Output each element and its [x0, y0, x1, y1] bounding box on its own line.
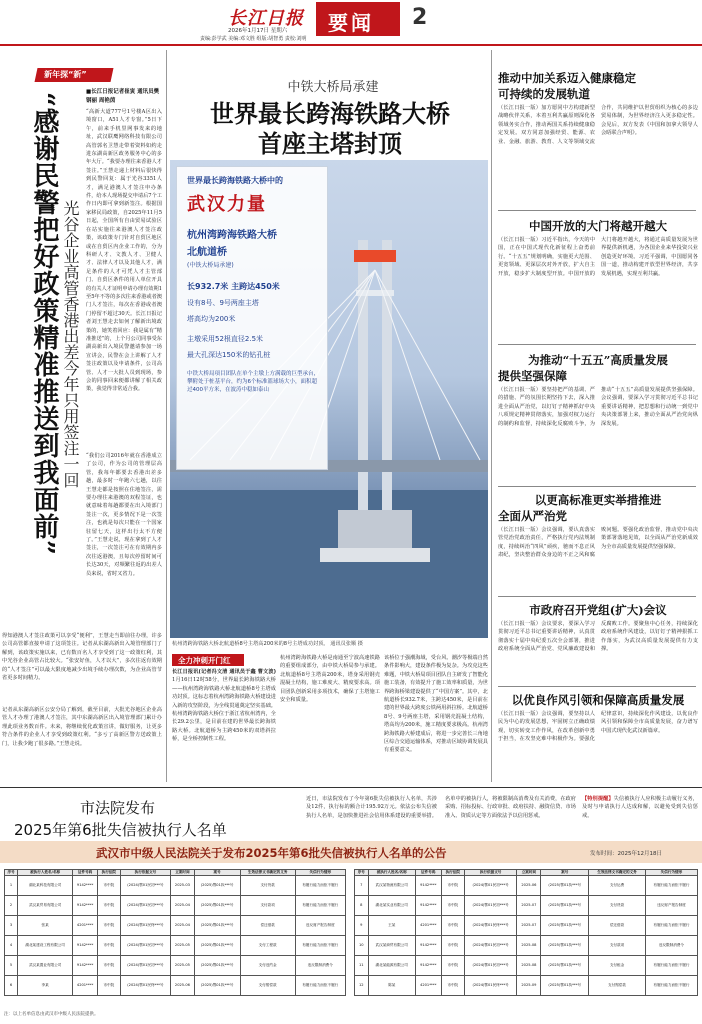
table-cell: 9	[355, 916, 369, 936]
table-cell: (2025)鄂01执***号	[194, 956, 240, 976]
table-cell: 市中院	[441, 896, 464, 916]
table-header-cell: 证件号码	[73, 870, 98, 876]
table-cell: 湖北某能源有限公司	[368, 956, 415, 976]
table-header-cell: 序号	[5, 870, 18, 876]
table-title: 武汉市中级人民法院关于发布2025年第6批失信被执行人名单的公告	[96, 846, 447, 860]
feature-title-1: 世界最长跨海铁路大桥	[210, 99, 450, 128]
table-row	[5, 916, 346, 936]
table-row	[5, 896, 346, 916]
blacklist-table-right	[354, 869, 698, 996]
feature-kicker: 中铁大桥局承建	[287, 80, 379, 95]
masthead-rule	[0, 44, 702, 46]
article-1-title-2: 可持续的发展轨道	[498, 87, 590, 101]
table-cell: 10	[355, 936, 369, 956]
table-cell: (2024)鄂01民初***号	[464, 876, 517, 896]
table-cell: (2025)鄂01执***号	[194, 936, 240, 956]
column-tag-text: 新年探“新”	[44, 70, 87, 79]
byline: ■长江日报记者崔寅 通讯员樊钢丽 周艳茵	[86, 89, 160, 104]
section-label: 要闻	[328, 11, 374, 35]
table-cell: 湖北某实业有限公司	[368, 896, 415, 916]
article-body-top: “高新大道777号1号楼A区出入境窗口，A51人才专窗。”5日下午，前来手机里网事发来的地址，武汉联鹰网络科技有限公司高管郭名卫慧走带着资料如约走进东湖高新区政务服务中心的多年大厅。“我要办理往来香港人才签注。”王慧走递上材料后很快得到民警回复：属于光谷3351人才，满足港澳人才签注申办条件，给本人现场提交申请后7个工作日内即可拿到新签注。根据国家移民局政策，自2025年11月5日起，全国所有自由贸易试验区在站实施往来港澳人才签注政策，该政策专门针对自贸区地区或在自贸区内企业工作的，分为科研人才、文教人才、卫健人才、法律人才以及其他人才，满足条件的人才可凭人才主管部门、自贸区条件的用人单位开具的有关人才证明申请办理有效期1至5年不等的多次往来香港或者澳门人才签注，每次在香港或者澳门停留不超过30天。长江日报记者刘王慧走去如何了解新出境政策的，她笑着回应：我是属有“精准推送”的，上个月公司同事受东湖高新出入境民警邀请参加一场宣讲会，民警在会上讲解了人才签注政策以及申请条件，公司高管、人才一大批人员到现场，参会的同事回来便都讲解了相关政策，我觉得非常适合我。	[86, 109, 162, 393]
table-cell: 武汉某贸易有限公司	[18, 896, 73, 916]
table-cell: 9142****	[415, 896, 441, 916]
table-cell: 2025-05	[171, 956, 194, 976]
column-divider-2	[491, 50, 492, 782]
table-header-cell: 执行依据文号	[464, 870, 517, 876]
section-badge	[316, 2, 400, 36]
table-header-cell: 执行法院	[441, 870, 464, 876]
table-cell: 8	[355, 896, 369, 916]
table-header-cell: 生效法律文书确定的义务	[589, 870, 646, 876]
table-cell: 偿还借款	[589, 916, 646, 936]
article-body-mid: “我们公司2016年就在香港成立了公司，作为公司的管理层高管，我每年都要去香港出差多趟，最多时一年跑六七趟，以往王慧走都是按照在住地签注，需要办理往来港澳的双程签证，也就意味着每趟都要在出入境部门签注一次，更多情况下是一次签注，也就是每次只能在一个国家驻留七天，这样出行太不方便了。”王慧走说，现在拿到了人才签注，一次签注可在有效期内多次往返港澳，且每次停留时间可长达30天，对频繁往返的出差人员来说，省时又省力。	[86, 453, 162, 577]
table-cell: (2025)鄂01执***号	[194, 976, 240, 996]
table-cell: (2024)鄂01民终***号	[120, 916, 171, 936]
table-cell: (2025)鄂01执***号	[541, 936, 589, 956]
article-1-body: （长江日报一版）加方愿同中方构建新型战略伙伴关系，本着互利共赢原则深化各领域务实合作，推动两国关系持续健康稳定发展。双方同意加强经贸、能源、农业、金融、旅游、教育、人文等领域交流合作，共同维护以世贸组织为核心的多边贸易体制，为世界经济注入更多稳定性。会见后，双方发表《中国和加拿大领导人会晤联合声明》。	[498, 105, 698, 145]
table-cell: 武汉某物流有限公司	[368, 876, 415, 896]
table-cell: 违反财产报告制度	[295, 916, 345, 936]
table-row	[355, 876, 698, 896]
rule-1	[498, 210, 696, 211]
table-cell: 2025-04	[171, 896, 194, 916]
article-body-low: 得知港澳人才签注政策可以享受“便利”，王慧走当即前往办理，许多公司高管都直接申请了这项签注。记者从东湖高新出入境管理部门了解到，该政策实施以来，已有数百名人才享受到了这一政策红利，其中光谷企业高管占比较大。“张安好鱼，人才以大”，多次往返有效期的“人才签注”可以最大限度地减少出境手续办理次数，为企业高管节省更多时间精力。	[2, 633, 162, 682]
table-cell: 7	[355, 876, 369, 896]
fact-1: 长932.7米 主跨达450米	[187, 282, 280, 291]
table-cell: (2025)鄂01执***号	[541, 896, 589, 916]
bottom-tips	[582, 795, 698, 837]
sprint-tag-text: 全力冲刺开门红	[178, 656, 231, 665]
newspaper-logo: 长江日报	[228, 8, 304, 29]
table-cell: 支付货款	[240, 876, 295, 896]
table-cell: 有履行能力而拒不履行	[645, 876, 697, 896]
fact-3: 塔高均为200米	[187, 315, 236, 323]
rule-2	[498, 344, 696, 345]
table-cell: 支付租金	[589, 956, 646, 976]
table-cell: 支付款项	[240, 896, 295, 916]
table-row	[5, 876, 346, 896]
table-cell: 支付工程款	[240, 936, 295, 956]
table-cell: 市中院	[98, 876, 120, 896]
table-header-cell: 序号	[355, 870, 369, 876]
table-row	[5, 976, 346, 996]
article-body-bottom: 记者从东湖高新区公安分局了解到，截至目前，大批光谷地区企业高管人才办理了港澳人才签注，其中东湖高新区出入境管理部门累计办理此项业务数百件。未来，将继续优化政策宣讲，做好服务，让更多符合条件的企业人才享受到政策红利。“多亏了高新区警方送政策上门，让我少跑了很多路。”王慧走说。	[2, 707, 162, 747]
table-cell: 陈某	[368, 976, 415, 996]
bottom-title-2: 2025年第6批失信被执行人名单	[14, 821, 227, 839]
table-cell: 违反限制消费令	[645, 936, 697, 956]
table-row	[355, 936, 698, 956]
table-cell: 支付赔偿款	[240, 976, 295, 996]
right-column	[494, 48, 700, 786]
rule-4	[498, 596, 696, 597]
blacklist-table-left	[4, 869, 346, 996]
table-cell: 有履行能力而拒不履行	[295, 896, 345, 916]
table-cell: (2024)鄂01民终***号	[464, 976, 517, 996]
table-cell: 支付款项	[589, 936, 646, 956]
feature-body-left	[172, 668, 276, 784]
table-cell: 2	[5, 896, 18, 916]
table-cell: (2024)鄂01民初***号	[120, 896, 171, 916]
fact-4: 主墩采用52根直径2.5米	[187, 335, 264, 343]
table-cell: 9142****	[73, 876, 98, 896]
table-cell: 有履行能力而拒不履行	[645, 916, 697, 936]
table-cell: 有履行能力而拒不履行	[295, 936, 345, 956]
fact-5: 最大孔深达150米的钻孔桩	[187, 351, 271, 359]
feature-title-2: 首座主塔封顶	[258, 129, 402, 158]
table-cell: (2024)鄂01民初***号	[120, 956, 171, 976]
table-footnote: 注：以上名单信息由武汉市中级人民法院提供。	[4, 1012, 99, 1017]
table-header-cell: 执行法院	[98, 870, 120, 876]
table-cell: 违反财产报告制度	[645, 896, 697, 916]
table-cell: (2024)鄂01民终***号	[120, 976, 171, 996]
table-cell: (2025)鄂01执***号	[194, 876, 240, 896]
table-cell: 支付赔偿款	[589, 976, 646, 996]
table-cell: 9142****	[415, 876, 441, 896]
article-5-title: 市政府召开党组(扩大)会议	[529, 603, 667, 617]
table-cell: 市中院	[98, 896, 120, 916]
table-cell: 4201****	[415, 976, 441, 996]
table-cell: 市中院	[98, 916, 120, 936]
table-cell: 市中院	[98, 956, 120, 976]
bottom-intro: 近日，市法院发布了今年第6批失信被执行人名单，共涉及12件，执行标的额合计195.92万元。依法公布失信被执行人名单，是加快推进社会信用体系建设的重要举措。名单中的被执行人，将被限制高消费及有关消费，在政府采购、招标投标、行政审批、政府扶持、融资信贷、市场准入、资质认定等方面依法予以信用惩戒。	[306, 796, 576, 819]
table-cell: 张某	[18, 916, 73, 936]
bottom-rule	[0, 787, 702, 788]
bottom-section	[0, 789, 702, 1024]
poster-title: 武汉力量	[187, 194, 267, 215]
table-cell: 9142****	[415, 936, 441, 956]
fact-2: 设有8号、9号两座主塔	[187, 299, 259, 307]
table-cell: 支付运费	[589, 876, 646, 896]
sprint-tag	[172, 654, 244, 666]
table-cell: 9142****	[73, 936, 98, 956]
table-cell: (2024)鄂01民初***号	[120, 876, 171, 896]
table-cell: 市中院	[441, 976, 464, 996]
table-row	[5, 956, 346, 976]
table-cell: 1	[5, 876, 18, 896]
table-cell: 6	[5, 976, 18, 996]
table-cell: 市中院	[98, 936, 120, 956]
table-cell: (2025)鄂01执***号	[541, 956, 589, 976]
table-cell: 违反限制消费令	[295, 956, 345, 976]
table-cell: (2025)鄂01执***号	[194, 916, 240, 936]
column-divider	[166, 50, 167, 782]
poster-note: 中铁大桥局项目团队在单个主墩上方满载的巨型承台，攀附处于桩基平台，约为6个标准篮球场大小，面积超过400平方米，在波涛中稳如泰山	[187, 371, 320, 393]
table-cell: 2025-05	[171, 936, 194, 956]
table-cell: 2025-09	[517, 976, 541, 996]
table-header-cell: 执行依据文号	[120, 870, 171, 876]
table-cell: (2024)鄂01民初***号	[464, 936, 517, 956]
table-cell: 2025-07	[517, 916, 541, 936]
table-cell: 有履行能力而拒不履行	[645, 976, 697, 996]
table-cell: 2025-03	[171, 876, 194, 896]
table-cell: 9142****	[73, 896, 98, 916]
rule-5	[498, 686, 696, 687]
publish-date: 发布时间：2025年12月18日	[590, 851, 662, 857]
table-row	[355, 916, 698, 936]
subhead-vertical: 光谷企业高管香港出差今年只用签注一回	[61, 200, 80, 488]
tips-body: 失信被执行人应积极主动履行义务，及时与申请执行人达成和解，以避免受到失信惩戒。	[582, 796, 698, 819]
table-cell: 2025-07	[517, 896, 541, 916]
poster-head: 世界最长跨海铁路大桥中的	[187, 176, 283, 185]
table-header-cell: 立案时间	[171, 870, 194, 876]
table-cell: (2024)鄂01民初***号	[464, 956, 517, 976]
article-3-title-2: 提供坚强保障	[498, 369, 567, 383]
table-cell: 市中院	[441, 956, 464, 976]
article-1-title-1: 推动中加关系迈入健康稳定	[498, 71, 636, 85]
table-banner	[0, 841, 702, 863]
photo-caption: 杭州湾跨海铁路大桥北航道桥8号主塔高200米的8号主塔成功封顶。 通讯员张顺 摄	[172, 641, 363, 647]
bottom-title-1: 市法院发布	[80, 799, 156, 817]
table-cell: 武汉某商贸有限公司	[368, 936, 415, 956]
table-cell: 有履行能力而拒不履行	[295, 876, 345, 896]
table-cell: 武汉某置业有限公司	[18, 956, 73, 976]
editors-line: 责编:彭学武 美编:邓文胜 组版:胡智勇 责校:刘明	[200, 36, 307, 42]
article-3-title-1: 为推动“十五五”高质量发展	[528, 353, 668, 367]
left-column	[0, 48, 164, 786]
table-cell: 有履行能力而拒不履行	[295, 976, 345, 996]
table-cell: 4	[5, 936, 18, 956]
rule-3	[498, 486, 696, 487]
table-header-cell: 立案时间	[517, 870, 541, 876]
feature-body-c: 该桥位于强潮海域，受台风、潮汐等极端自然条件影响大，建设条件极为复杂。为攻克这些难题，中铁大桥局项目团队自主研发了智能化施工装备，有效提升了施工效率和质量，为世界跨海桥梁建设提供了“中国方案”。	[384, 655, 488, 695]
table-header-cell: 案号	[194, 870, 240, 876]
table-cell: 2025-06	[171, 976, 194, 996]
article-5-body: （长江日报一版）会议要求，要深入学习贯彻习近平总书记重要讲话精神，认真贯彻落实十届中央纪委五次全会部署，推进政府系统全面从严治党、党风廉政建设和反腐败工作。要聚焦中心任务，持续深化政府系统作风建设，以钉钉子精神狠抓工作落实，为武汉高质量发展提供有力支撑。	[498, 621, 698, 653]
table-header-cell: 失信行为情形	[295, 870, 345, 876]
feature-body-right	[384, 654, 488, 784]
table-header-cell: 被执行人姓名/名称	[18, 870, 73, 876]
poster-panel	[176, 166, 328, 470]
table-cell: 2025-06	[517, 876, 541, 896]
table-row	[355, 896, 698, 916]
table-cell: 11	[355, 956, 369, 976]
table-cell: 王某	[368, 916, 415, 936]
poster-sub-3: (中铁大桥局承建)	[187, 262, 234, 269]
article-4-title-1: 以更高标准更实举措推进	[534, 493, 662, 507]
table-header-cell: 案号	[541, 870, 589, 876]
table-header-cell: 失信行为情形	[645, 870, 697, 876]
table-cell: (2025)鄂01执***号	[541, 876, 589, 896]
article-2-body: （长江日报一版）习近平指出，今天的中国，正在中国式现代化新征程上奋勇前行。“十五五”规划明确，实施更大范围、更宽领域、更深层次对外开放，扩大自主开放，稳步扩大制度型开放。中国开放的大门将越开越大，将通过高质量发展为世界提供新机遇，为各国企业来华投资兴业创造更好环境。习近平强调，中国愿同各国一道，推动构建开放型世界经济，共享发展机遇，实现互利共赢。	[498, 237, 698, 277]
table-header-cell: 被执行人姓名/名称	[368, 870, 415, 876]
table-cell: 2025-04	[171, 916, 194, 936]
table-cell: 2025-08	[517, 936, 541, 956]
table-row	[5, 936, 346, 956]
table-cell: 湖北某科技有限公司	[18, 876, 73, 896]
article-6-title: 以优良作风引领和保障高质量发展	[511, 693, 685, 707]
feature-photo	[170, 160, 488, 638]
table-cell: 湖北某建设工程有限公司	[18, 936, 73, 956]
table-cell: (2025)鄂01执***号	[194, 896, 240, 916]
tips-label: 【特别提醒】	[582, 796, 614, 802]
feature-body-d: 其中，北航道桥长932.7米，主跨达450米，是目前在建的世界最大跨度公铁两用斜拉桥。北航道桥8号、9号两座主塔，采用钢壳混凝土结构，塔高均为200米，施工精度要求极高。杭州湾跨海铁路大桥建成后，将进一步完善长三角地区综合交通运输体系，对推动区域协调发展具有重要意义。	[384, 688, 488, 754]
table-cell: 市中院	[441, 916, 464, 936]
article-4-title-2: 全面从严治党	[498, 509, 567, 523]
column-tag	[35, 68, 114, 82]
table-cell: (2025)鄂01执***号	[541, 976, 589, 996]
table-cell: 4201****	[73, 916, 98, 936]
table-header-cell: 生效法律文书确定的义务	[240, 870, 295, 876]
feature-body-a: 1月16日12时58分，世界最长跨海铁路大桥——杭州湾跨海铁路大桥北航道桥8号主塔成功封顶。这标志着杭州湾跨海铁路大桥建设进入新的攻坚阶段，为全线贯通奠定坚实基础。杭州湾跨海铁路大桥位于浙江省杭州湾内，全长29.2公里，是目前在建的世界最长跨海铁路大桥。北航道桥为主跨450米的双塔斜拉桥，是全桥控制性工程。	[172, 677, 276, 743]
table-header-cell: 证件号码	[415, 870, 441, 876]
masthead	[0, 0, 702, 44]
table-cell: 5	[5, 956, 18, 976]
table-cell: 市中院	[441, 936, 464, 956]
article-2-title: 中国开放的大门将越开越大	[529, 219, 667, 233]
headline-vertical: “感谢民警把好政策精准推送到我面前”	[29, 92, 59, 556]
table-cell: 偿还借款	[240, 916, 295, 936]
table-cell: 有履行能力而拒不履行	[645, 956, 697, 976]
table-cell: 支付违约金	[240, 956, 295, 976]
feature-byline: 长江日报讯(记者冯文清 通讯员于鑫 曹文波)	[172, 669, 276, 675]
table-row	[355, 976, 698, 996]
poster-sub-1: 杭州湾跨海铁路大桥	[187, 230, 277, 241]
table-cell: (2024)鄂01民终***号	[464, 916, 517, 936]
table-cell: 支付货款	[589, 896, 646, 916]
poster-sub-2: 北航道桥	[187, 247, 227, 258]
table-cell: (2024)鄂01民初***号	[120, 936, 171, 956]
table-cell: 12	[355, 976, 369, 996]
table-row	[355, 956, 698, 976]
table-cell: 2025-08	[517, 956, 541, 976]
table-cell: 市中院	[98, 976, 120, 996]
article-3-body: （长江日报一版）要坚持把严的基调、严的措施、严的氛围长期坚持下去，深入推进全面从严治党，以钉钉子精神抓好中央八项规定精神贯彻落实，加强对权力运行的制约和监督，持续深化反腐败斗争，为推动“十五五”高质量发展提供坚强保障。会议强调，要深入学习贯彻习近平总书记重要讲话精神，把思想和行动统一到党中央决策部署上来，推动全面从严治党向纵深发展。	[498, 387, 698, 427]
table-cell: (2024)鄂01民初***号	[464, 896, 517, 916]
table-cell: 9142****	[73, 956, 98, 976]
date-line: 2026年1月17日 星期六	[228, 28, 288, 34]
table-cell: 9142****	[415, 956, 441, 976]
table-cell: 李某	[18, 976, 73, 996]
table-cell: 4201****	[415, 916, 441, 936]
table-cell: 市中院	[441, 876, 464, 896]
feature-section	[170, 48, 488, 786]
table-cell: (2025)鄂01执***号	[541, 916, 589, 936]
article-6-body: （长江日报一版）会议强调，要坚持以人民为中心的发展思想，牢固树立正确政绩观，切实转变工作作风，在改革创新中勇于担当，在攻坚克难中积极作为。要强化纪律意识，持续深化作风建设，以优良作风引领和保障全市高质量发展，奋力谱写中国式现代化武汉新篇章。	[498, 711, 698, 743]
feature-body-mid: 杭州湾跨海铁路大桥是南通至宁波高速铁路的重要组成部分，由中铁大桥局参与承建。北航道桥8号主塔高200米，塔身采用钢壳混凝土结构，施工难度大、精度要求高。项目团队创新采用多项技术，确保了主塔施工安全和质量。	[280, 655, 380, 704]
table-cell: 3	[5, 916, 18, 936]
table-cell: 4201****	[73, 976, 98, 996]
page-number: 2	[412, 5, 428, 30]
article-4-body: （长江日报一版）会议强调，要认真落实管党治党政治责任，严格执行党内法规制度，持续纠治“四风”顽疾，驰而不息正风肃纪，坚决整治群众身边的不正之风和腐败问题。要强化政治监督，推动党中央决策部署落地见效，以全面从严治党新成效为全市高质量发展提供坚强保障。	[498, 527, 698, 559]
